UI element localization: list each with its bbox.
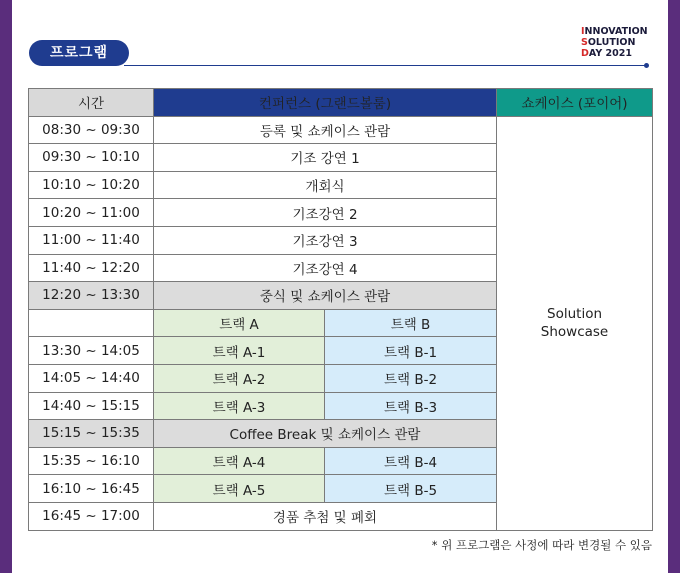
showcase-label-line1: Solution bbox=[547, 306, 603, 323]
header-time: 시간 bbox=[29, 89, 154, 117]
time-cell: 11:40 ~ 12:20 bbox=[29, 254, 154, 282]
logo-line-2: SOLUTION bbox=[581, 37, 636, 48]
track-b-cell: 트랙 B-2 bbox=[325, 364, 497, 392]
event-cell: 기조 강연 1 bbox=[154, 144, 497, 172]
event-logo bbox=[581, 26, 661, 59]
time-cell: 10:20 ~ 11:00 bbox=[29, 199, 154, 227]
event-cell: 기조강연 2 bbox=[154, 199, 497, 227]
time-cell: 10:10 ~ 10:20 bbox=[29, 171, 154, 199]
time-cell: 12:20 ~ 13:30 bbox=[29, 282, 154, 310]
track-b-cell: 트랙 B-4 bbox=[325, 447, 497, 475]
time-cell: 15:35 ~ 16:10 bbox=[29, 447, 154, 475]
logo-line-3: DAY 2021 bbox=[581, 48, 632, 59]
header-showcase: 쇼케이스 (포이어) bbox=[497, 89, 653, 117]
track-a-cell: 트랙 A-1 bbox=[154, 337, 325, 365]
event-cell: 경품 추첨 및 폐회 bbox=[154, 502, 497, 530]
time-cell: 14:40 ~ 15:15 bbox=[29, 392, 154, 420]
schedule-table bbox=[28, 88, 653, 531]
time-cell: 16:10 ~ 16:45 bbox=[29, 475, 154, 503]
event-cell: 기조강연 3 bbox=[154, 226, 497, 254]
time-cell: 09:30 ~ 10:10 bbox=[29, 144, 154, 172]
showcase-label-line2: Showcase bbox=[540, 324, 609, 341]
time-cell: 15:15 ~ 15:35 bbox=[29, 420, 154, 448]
table-row bbox=[29, 116, 653, 144]
track-a-cell: 트랙 A-5 bbox=[154, 475, 325, 503]
table-header-row bbox=[29, 89, 653, 117]
track-b-cell: 트랙 B-3 bbox=[325, 392, 497, 420]
track-b-cell: 트랙 B-5 bbox=[325, 475, 497, 503]
track-a-cell: 트랙 A-4 bbox=[154, 447, 325, 475]
header-conference: 컨퍼런스 (그랜드볼룸) bbox=[154, 89, 497, 117]
event-cell: 개회식 bbox=[154, 171, 497, 199]
section-title-badge: 프로그램 bbox=[29, 40, 129, 66]
time-cell-empty bbox=[29, 309, 154, 337]
track-b-header: 트랙 B bbox=[325, 309, 497, 337]
track-a-cell: 트랙 A-2 bbox=[154, 364, 325, 392]
time-cell: 13:30 ~ 14:05 bbox=[29, 337, 154, 365]
logo-line-1: INNOVATION bbox=[581, 26, 648, 37]
program-page bbox=[12, 0, 668, 573]
time-cell: 16:45 ~ 17:00 bbox=[29, 502, 154, 530]
track-a-cell: 트랙 A-3 bbox=[154, 392, 325, 420]
time-cell: 11:00 ~ 11:40 bbox=[29, 226, 154, 254]
event-cell: 등록 및 쇼케이스 관람 bbox=[154, 116, 497, 144]
footnote: * 위 프로그램은 사정에 따라 변경될 수 있음 bbox=[431, 538, 652, 552]
title-underline-dot bbox=[644, 63, 649, 68]
title-underline bbox=[124, 65, 646, 66]
showcase-cell bbox=[497, 116, 653, 530]
event-cell: 기조강연 4 bbox=[154, 254, 497, 282]
track-b-cell: 트랙 B-1 bbox=[325, 337, 497, 365]
time-cell: 08:30 ~ 09:30 bbox=[29, 116, 154, 144]
event-cell: Coffee Break 및 쇼케이스 관람 bbox=[154, 420, 497, 448]
time-cell: 14:05 ~ 14:40 bbox=[29, 364, 154, 392]
event-cell: 중식 및 쇼케이스 관람 bbox=[154, 282, 497, 310]
track-a-header: 트랙 A bbox=[154, 309, 325, 337]
